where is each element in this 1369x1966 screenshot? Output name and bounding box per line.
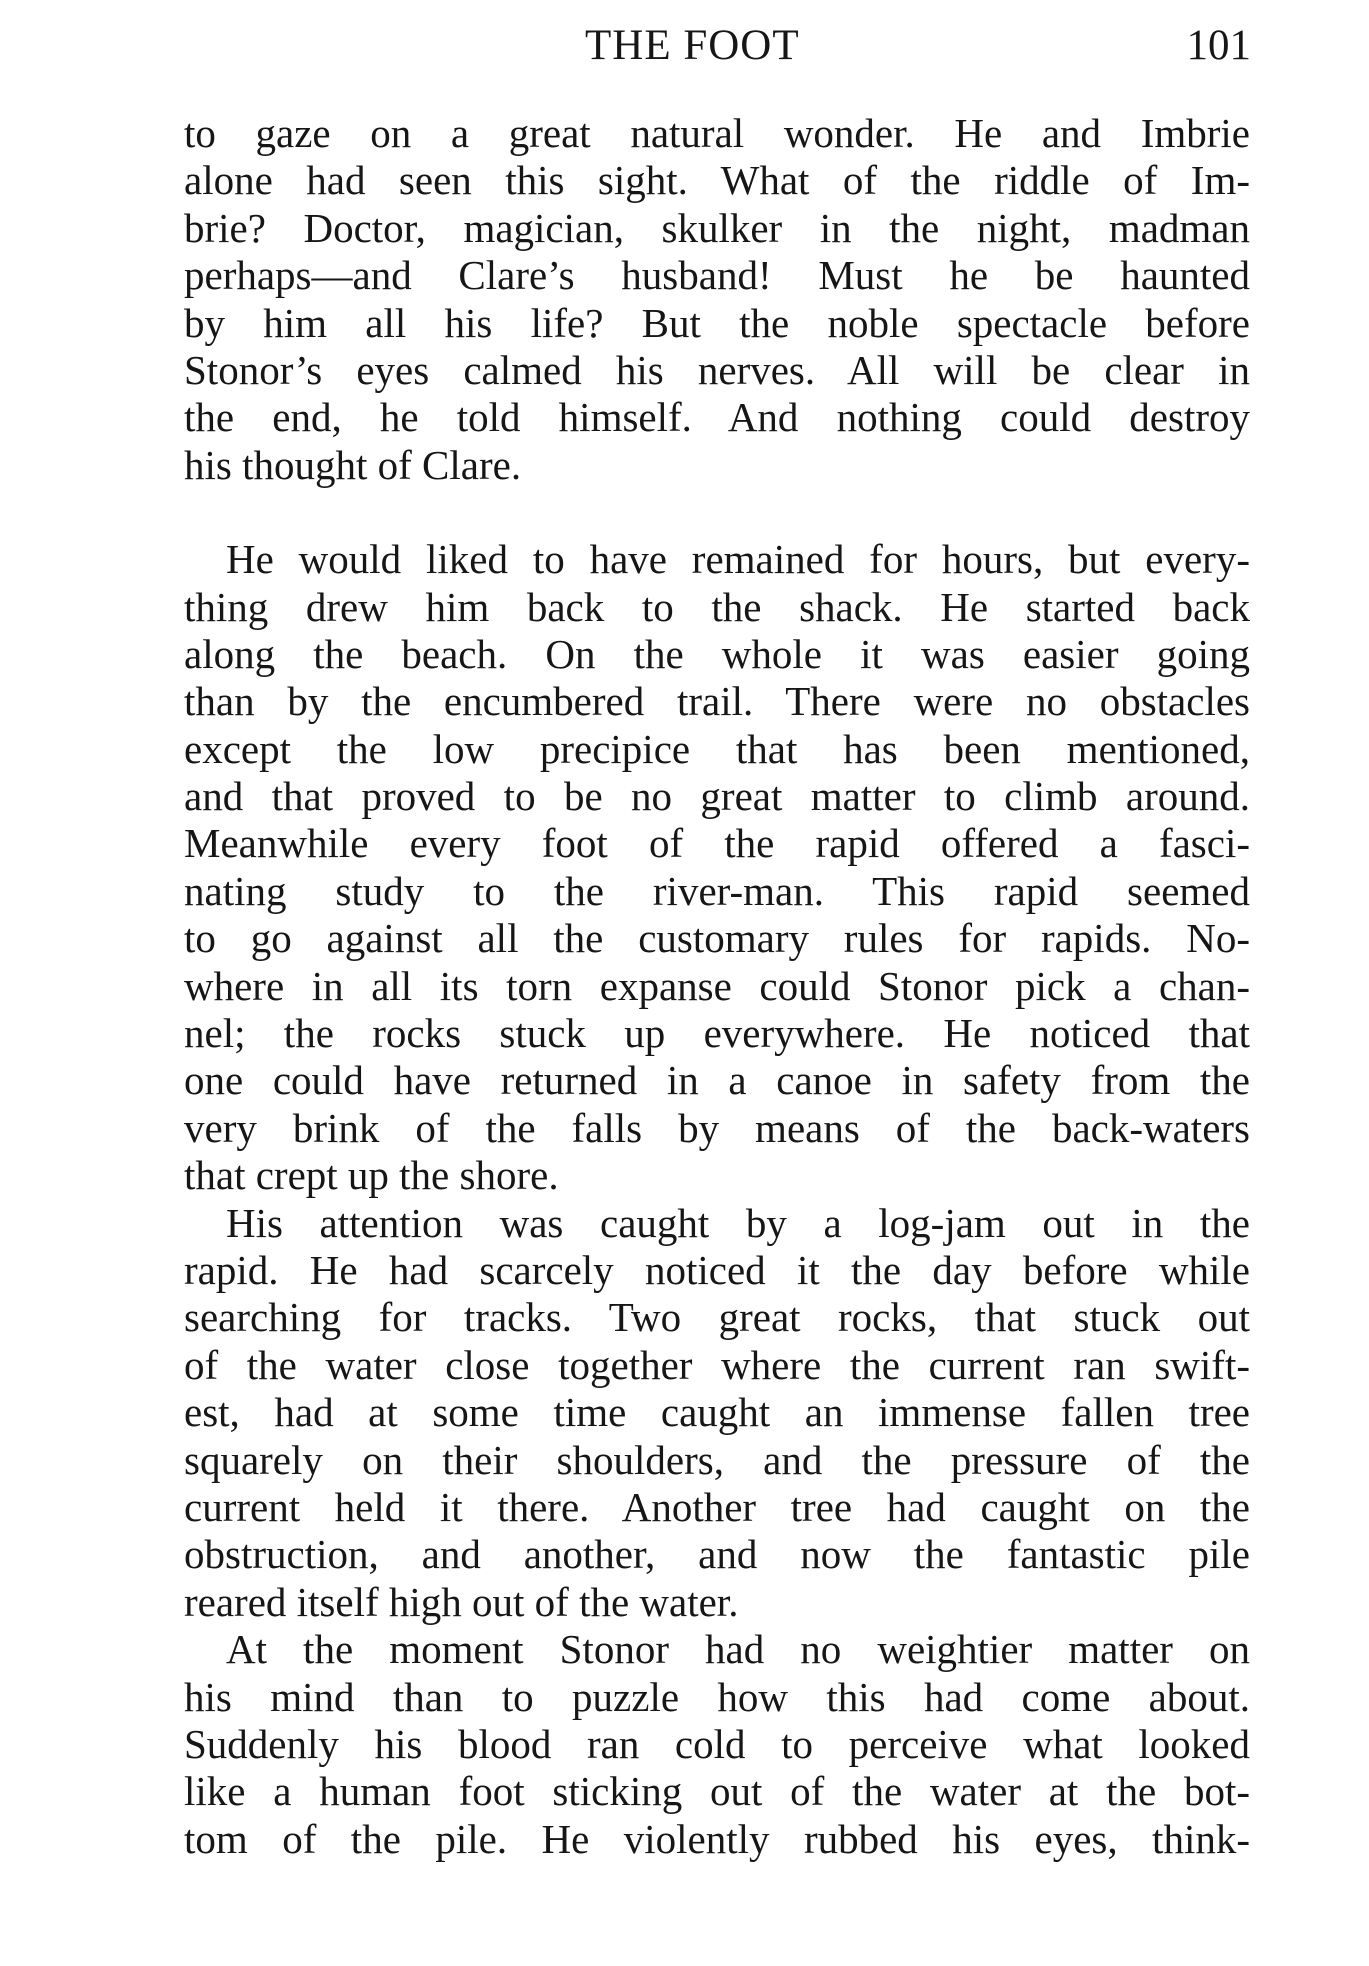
text-line: that crept up the shore. [184,1152,559,1199]
text-line: nel; the rocks stuck up everywhere. He noticed that [184,1010,1250,1057]
text-line: by him all his life? But the noble spectacle before [184,299,1250,346]
text-line: very brink of the falls by means of the back-waters [184,1104,1250,1151]
text-line: thing drew him back to the shack. He started back [184,583,1250,630]
text-line: the end, he told himself. And nothing could destroy [184,394,1250,441]
text-line: searching for tracks. Two great rocks, that stuck out [184,1294,1250,1341]
text-line: his thought of Clare. [184,441,522,488]
body-text [184,110,1250,1863]
text-line: Suddenly his blood ran cold to perceive what looked [184,1720,1250,1767]
text-line: his mind than to puzzle how this had come about. [184,1673,1250,1720]
text-line: est, had at some time caught an immense fallen tree [184,1389,1250,1436]
text-line: brie? Doctor, magician, skulker in the night, madman [184,204,1250,251]
text-line: current held it there. Another tree had caught on the [184,1483,1250,1530]
text-line: reared itself high out of the water. [184,1578,739,1625]
text-line: and that proved to be no great matter to climb around. [184,773,1250,820]
paragraph [184,1626,1250,1863]
page-number: 101 [1186,22,1251,69]
text-line: to gaze on a great natural wonder. He and Imbrie [184,110,1250,156]
text-line: He would liked to have remained for hours, but every- [226,536,1250,583]
text-line: At the moment Stonor had no weightier matter on [226,1626,1250,1673]
text-line: tom of the pile. He violently rubbed his eyes, think- [184,1815,1250,1862]
text-line: perhaps—and Clare’s husband! Must he be haunted [184,252,1250,299]
text-line: squarely on their shoulders, and the pressure of the [184,1436,1250,1483]
text-line: of the water close together where the current ran swift- [184,1341,1250,1388]
text-line: along the beach. On the whole it was easier going [184,630,1250,677]
text-line: to go against all the customary rules for rapids. No- [184,915,1250,962]
paragraph [184,110,1250,489]
text-line: rapid. He had scarcely noticed it the day before while [184,1246,1250,1293]
text-line: Meanwhile every foot of the rapid offered a fasci- [184,820,1250,867]
text-line: where in all its torn expanse could Stonor pick a chan- [184,962,1250,1009]
text-line: Stonor’s eyes calmed his nerves. All will be clear in [184,346,1250,393]
section-break [184,489,1250,536]
paragraph [184,536,1250,1199]
text-line: than by the encumbered trail. There were no obstacles [184,678,1250,725]
text-line: except the low precipice that has been mentioned, [184,725,1250,772]
text-line: nating study to the river-man. This rapid seemed [184,867,1250,914]
text-line: one could have returned in a canoe in safety from the [184,1057,1250,1104]
text-line: His attention was caught by a log-jam out in the [226,1199,1250,1246]
paragraph [184,1200,1250,1627]
text-line: like a human foot sticking out of the water at the bot- [184,1768,1250,1815]
running-head: THE FOOT [585,22,800,69]
text-line: alone had seen this sight. What of the riddle of Im- [184,157,1250,204]
text-line: obstruction, and another, and now the fantastic pile [184,1531,1250,1578]
